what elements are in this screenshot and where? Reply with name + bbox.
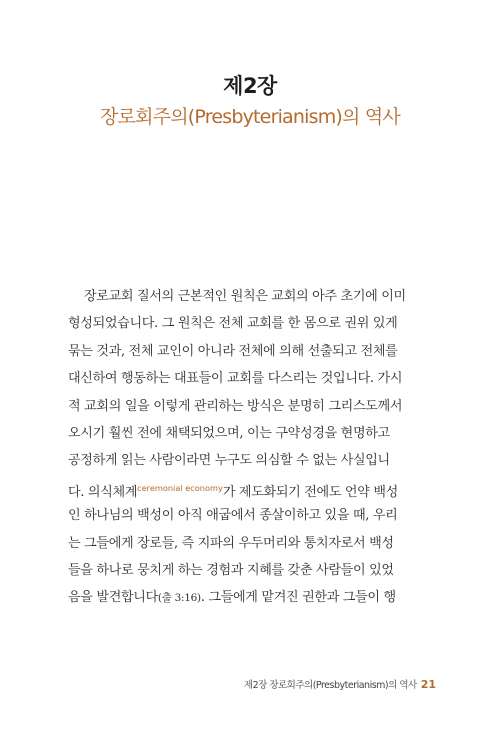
page-number: 21 <box>420 678 436 691</box>
chapter-label: 제2장 <box>223 74 277 98</box>
body-text-segment: 가 제도화되기 전에도 언약 백성 <box>222 484 398 500</box>
running-title: 제2장 장로회주의(Presbyterianism)의 역사 <box>243 680 417 691</box>
body-line: 적 교회의 일을 이렇게 관리하는 방식은 분명히 그리스도께서 <box>68 398 403 414</box>
chapter-title: 장로회주의(Presbyterianism)의 역사 <box>100 106 400 128</box>
scripture-citation: (출 3:16) <box>157 592 201 605</box>
body-line: 인 하나님의 백성이 아직 애굽에서 종살이하고 있을 때, 우리 <box>68 508 398 524</box>
body-text-segment: 음을 발견합니다 <box>68 590 158 606</box>
page-footer <box>244 677 436 691</box>
body-line-with-citation <box>68 584 438 611</box>
body-line: 는 그들에게 장로들, 즉 지파의 우두머리와 통치자로서 백성 <box>68 535 394 551</box>
body-line: 오시기 훨씬 전에 채택되었으며, 이는 구약성경을 현명하고 <box>68 425 390 441</box>
body-line: 장로교회 질서의 근본적인 원칙은 교회의 아주 초기에 이미 <box>84 289 406 304</box>
body-line: 대신하여 행동하는 대표들이 교회를 다스리는 것입니다. 가시 <box>68 371 403 387</box>
term-annotation: ceremonial economy <box>137 482 223 493</box>
body-text-segment: 다. 의식체계 <box>68 484 138 500</box>
body-line: 공정하게 읽는 사람이라면 누구도 의심할 수 없는 사실입니 <box>68 453 390 469</box>
body-text-segment: . 그들에게 맡겨진 권한과 그들이 행 <box>200 590 396 606</box>
body-line: 묶는 것과, 전체 교인이 아니라 전체에 의해 선출되고 전체를 <box>68 343 398 359</box>
body-line: 형성되었습니다. 그 원칙은 전체 교회를 한 몸으로 권위 있게 <box>68 316 398 332</box>
body-text <box>68 283 438 612</box>
body-line-with-term <box>68 475 438 502</box>
body-line: 들을 하나로 뭉치게 하는 경험과 지혜를 갖춘 사람들이 있었 <box>68 562 394 578</box>
